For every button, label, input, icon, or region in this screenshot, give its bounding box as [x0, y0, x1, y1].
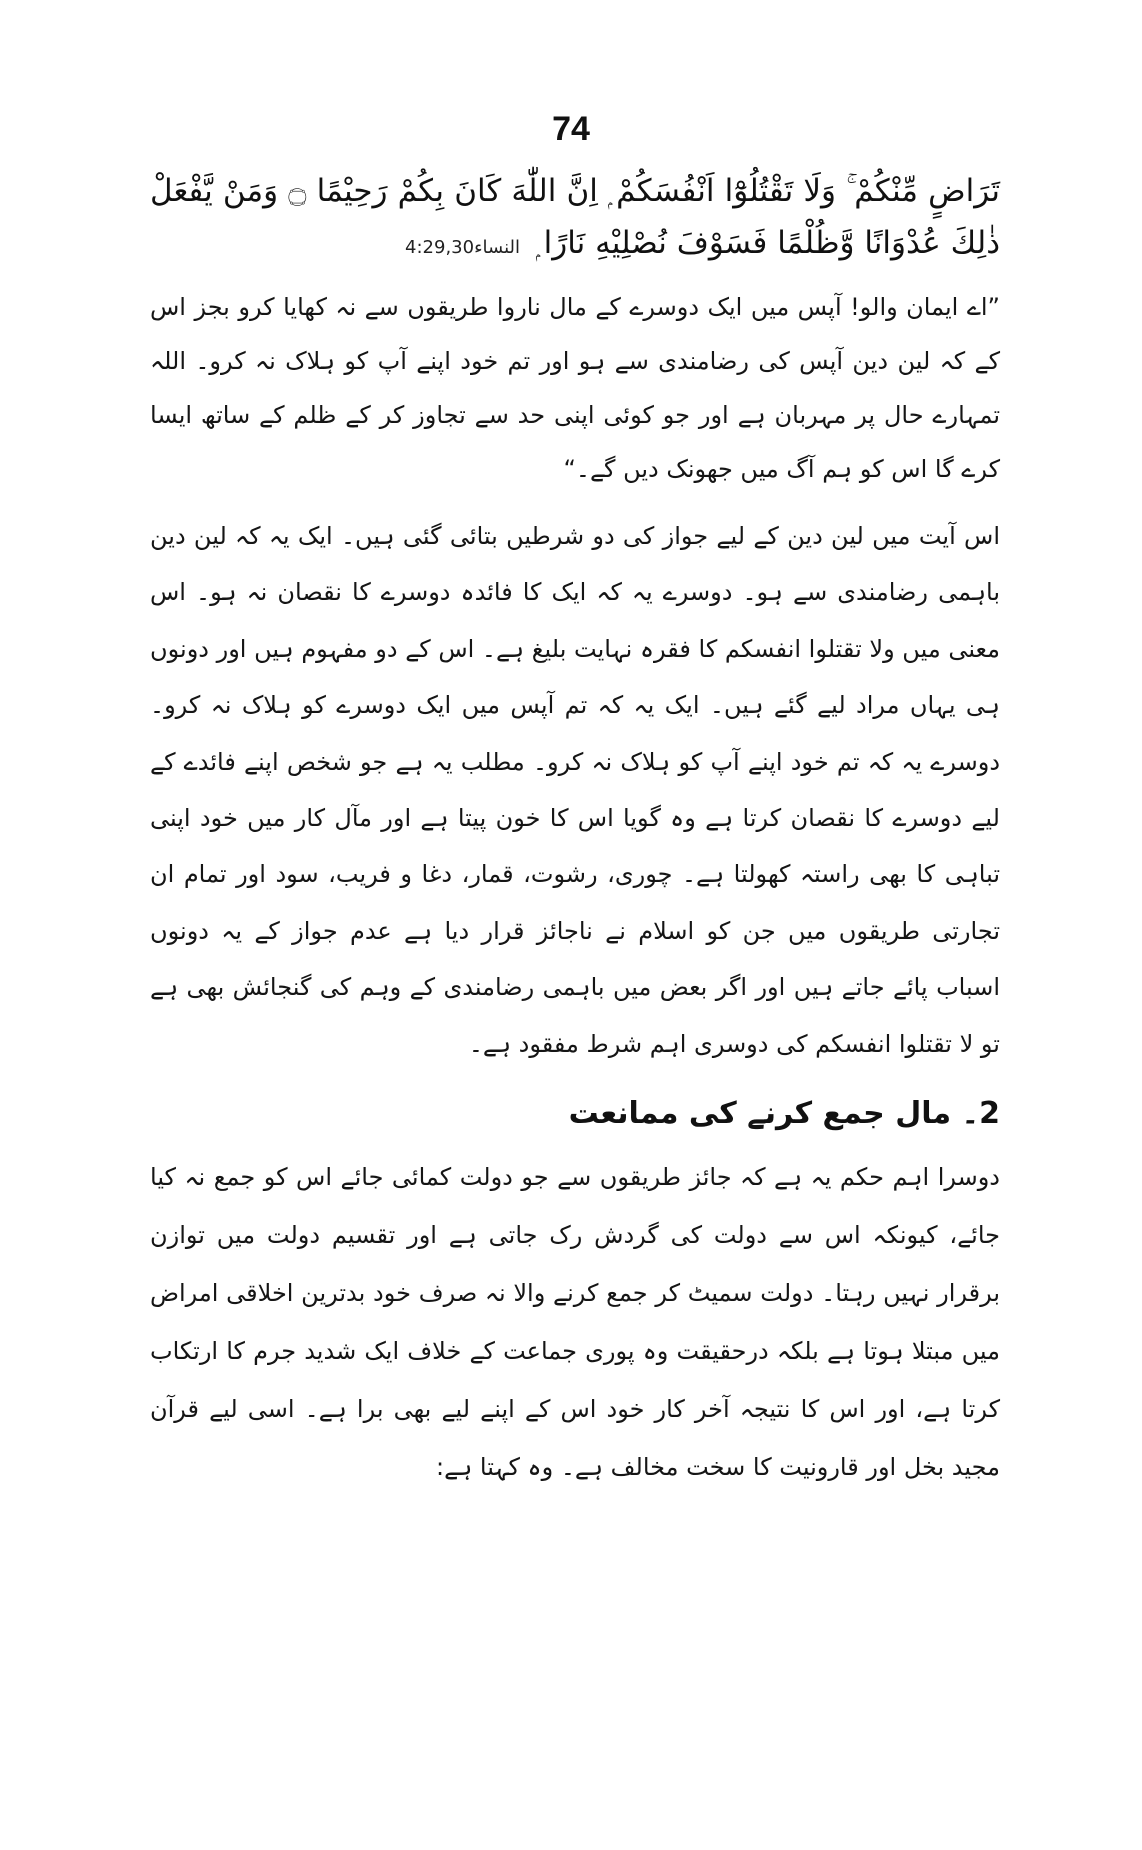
- verse-reference: النساء4:29,30: [405, 237, 521, 258]
- verse-text: تَرَاضٍ مِّنْكُمْ ۚ وَلَا تَقْتُلُوْٓا اَنْفُسَكُمْ ۭ اِنَّ اللّٰهَ كَانَ بِكُمْ رَحِيْمًا ۝ وَمَنْ يَّفْعَلْ ذٰلِكَ عُدْوَانًا وَّظُلْمًا فَسَوْفَ نُصْلِيْهِ نَارًا ۭ: [150, 173, 1000, 261]
- section-heading: 2۔ مال جمع کرنے کی ممانعت: [568, 1096, 1000, 1132]
- body-paragraph: دوسرا اہم حکم یہ ہے کہ جائز طریقوں سے جو دولت کمائی جائے اس کو جمع نہ کیا جائے، کیونکہ اس سے دولت کی گردش رک جاتی ہے اور تقسیم دولت میں توازن برقرار نہیں رہتا۔ دولت سمیٹ کر جمع کرنے والا نہ صرف خود بدترین اخلاقی امراض میں مبتلا ہوتا ہے بلکہ درحقیقت وہ پوری جماعت کے خلاف ایک شدید جرم کا ارتکاب کرتا ہے، اور اس کا نتیجہ آخر کار خود اس کے اپنے لیے بھی برا ہے۔ اسی لیے قرآن مجید بخل اور قارونیت کا سخت مخالف ہے۔ وہ کہتا ہے:: [150, 1163, 1000, 1482]
- page-number: 74: [552, 110, 590, 148]
- quran-verse: [150, 165, 1000, 274]
- verse-translation: ”اے ایمان والو! آپس میں ایک دوسرے کے مال ناروا طریقوں سے نہ کھایا کرو بجز اس کے کہ لین دین آپس کی رضامندی سے ہو اور تم خود اپنے آپ کو ہلاک نہ کرو۔ اللہ تمہارے حال پر مہربان ہے اور جو کوئی اپنی حد سے تجاوز کر کے ظلم کے ساتھ ایسا کرے گا اس کو ہم آگ میں جھونک دیں گے۔“: [150, 293, 1000, 483]
- commentary-paragraph: اس آیت میں لین دین کے لیے جواز کی دو شرطیں بتائی گئی ہیں۔ ایک یہ کہ لین دین باہمی رضامندی سے ہو۔ دوسرے یہ کہ ایک کا فائدہ دوسرے کا نقصان نہ ہو۔ اس معنی میں ولا تقتلوا انفسکم کا فقرہ نہایت بلیغ ہے۔ اس کے دو مفہوم ہیں اور دونوں ہی یہاں مراد لیے گئے ہیں۔ ایک یہ کہ تم آپس میں ایک دوسرے کو ہلاک نہ کرو۔ دوسرے یہ کہ تم خود اپنے آپ کو ہلاک نہ کرو۔ مطلب یہ ہے جو شخص اپنے فائدے کے لیے دوسرے کا نقصان کرتا ہے وہ گویا اس کا خون پیتا ہے اور مآل کار میں خود اپنی تباہی کا بھی راستہ کھولتا ہے۔ چوری، رشوت، قمار، دغا و فریب، سود اور تمام ان تجارتی طریقوں میں جن کو اسلام نے ناجائز قرار دیا ہے عدم جواز کے یہ دونوں اسباب پائے جاتے ہیں اور اگر بعض میں باہمی رضامندی کے وہم کی گنجائش بھی ہے تو لا تقتلوا انفسکم کی دوسری اہم شرط مفقود ہے۔: [150, 522, 1000, 1058]
- page-content: [150, 165, 1000, 1496]
